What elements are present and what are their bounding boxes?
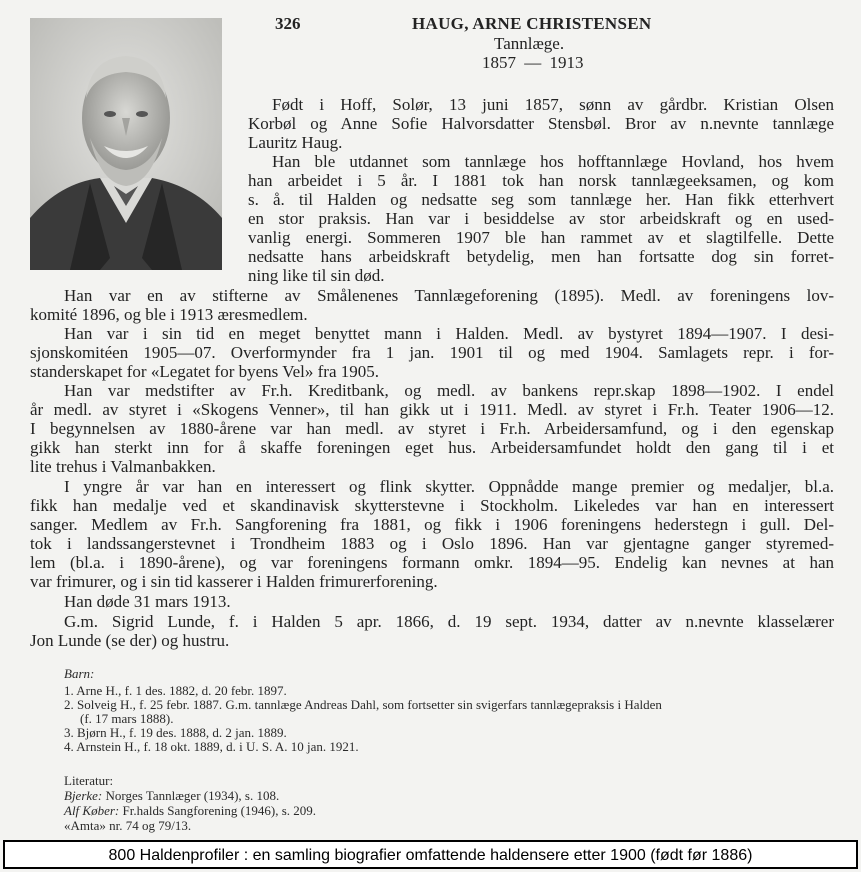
- text-line: Han ble utdannet som tannlæge hos hofftannlæge Hovland, hos hvem: [272, 152, 834, 171]
- text-line: var frimurer, og i sin tid kasserer i Halden frimurerforening.: [30, 572, 438, 591]
- portrait-photo: [30, 18, 222, 270]
- text-line: standerskapet for «Legatet for byens Vel» fra 1905.: [30, 362, 380, 381]
- text-line: Han var en av stifterne av Smålenenes Tannlægeforening (1895). Medl. av foreningens lov-: [64, 286, 834, 305]
- text-line: sanger. Medlem av Fr.h. Sangforening fra 1881, og fikk i 1906 foreningens hederstegn i gull. Del-: [30, 515, 834, 534]
- entry-occupation: Tannlæge.: [494, 34, 565, 53]
- literature-entry: [64, 818, 191, 833]
- text-line: Han døde 31 mars 1913.: [64, 592, 231, 611]
- text-line: en stor praksis. Han var i besiddelse av stor arbeidskraft og en used-: [248, 209, 834, 228]
- text-line: I yngre år var han en interessert og flink skytter. Oppnådde mange premier og medaljer, bl.a.: [64, 477, 834, 496]
- source-caption: 800 Haldenprofiler : en samling biografier omfattende haldensere etter 1900 (født før 1886): [3, 840, 858, 869]
- text-line: Han var medstifter av Fr.h. Kreditbank, og medl. av bankens repr.skap 1898—1902. I endel: [64, 381, 834, 400]
- text-line: s. å. til Halden og nedsatte seg som tannlæge her. Han fikk etterhvert: [248, 190, 834, 209]
- text-line: år medl. av styret i «Skogens Venner», til han gikk ut i 1911. Medl. av styret i Fr.h. Teater 1906—12.: [30, 400, 834, 419]
- text-line: tok i landssangerstevnet i Trondheim 1883 og i Oslo 1896. Han var gjentagne ganger styremed-: [30, 534, 834, 553]
- text-line: nedsatte hans arbeidskraft betydelig, men han fortsatte dog sin forret-: [248, 247, 834, 266]
- child-entry: 1. Arne H., f. 1 des. 1882, d. 20 febr. 1897.: [64, 683, 287, 698]
- text-line: Født i Hoff, Solør, 13 juni 1857, sønn av gårdbr. Kristian Olsen: [272, 95, 834, 114]
- literature-title: Fr.halds Sangforening (1946), s. 209.: [122, 803, 317, 818]
- text-line: fikk han medalje ved et skandinavisk skytterstevne i Stockholm. Likeledes var han en interessert: [30, 496, 834, 515]
- literature-author: Bjerke:: [64, 788, 103, 803]
- text-line: han arbeidet i 5 år. I 1881 tok han norsk tannlægeeksamen, og kom: [248, 171, 834, 190]
- entry-name: HAUG, ARNE CHRISTENSEN: [412, 14, 652, 33]
- text-line: I begynnelsen av 1880-årene var han medl. av styret i Fr.h. Arbeidersamfund, og i den egenskap: [30, 419, 834, 438]
- child-entry: (f. 17 mars 1888).: [80, 711, 174, 726]
- child-entry: 4. Arnstein H., f. 18 okt. 1889, d. i U. S. A. 10 jan. 1921.: [64, 739, 359, 754]
- literature-author: Alf Køber:: [64, 803, 120, 818]
- text-line: lem (bl.a. i 1890-årene), og var foreningens formann omkr. 1894—95. Endelig kan nevnes at han: [30, 553, 834, 572]
- entry-years: 1857 — 1913: [482, 53, 584, 72]
- text-line: vanlig energi. Sommeren 1907 ble han rammet av et slagtilfelle. Dette: [248, 228, 834, 247]
- text-line: sjonskomitéen 1905—07. Overformynder fra 1 jan. 1901 til og med 1904. Samlagets repr. i for-: [30, 343, 834, 362]
- text-line: G.m. Sigrid Lunde, f. i Halden 5 apr. 1866, d. 19 sept. 1934, datter av n.nevnte klasselærer: [64, 612, 834, 631]
- text-line: gikk han sterkt inn for å skaffe foreningen eget hus. Arbeidersamfundet holdt den gang til i et: [30, 438, 834, 457]
- literature-title: Norges Tannlæger (1934), s. 108.: [105, 788, 280, 803]
- text-line: Lauritz Haug.: [248, 133, 343, 152]
- children-heading: Barn:: [64, 666, 95, 681]
- text-line: Han var i sin tid en meget benyttet mann i Halden. Medl. av bystyret 1894—1907. I desi-: [64, 324, 834, 343]
- literature-heading: Literatur:: [64, 773, 114, 788]
- literature-entry: [64, 788, 279, 803]
- literature-title: «Amta» nr. 74 og 79/13.: [64, 818, 192, 833]
- child-entry: 3. Bjørn H., f. 19 des. 1888, d. 2 jan. 1889.: [64, 725, 287, 740]
- text-line: ning like til sin død.: [248, 266, 385, 285]
- text-line: komité 1896, og ble i 1913 æresmedlem.: [30, 305, 308, 324]
- page-number: 326: [275, 14, 301, 33]
- text-line: lite trehus i Valmanbakken.: [30, 457, 216, 476]
- text-line: Korbøl og Anne Sofie Halvorsdatter Stensbøl. Bror av n.nevnte tannlæge: [248, 114, 834, 133]
- literature-entry: [64, 803, 316, 818]
- text-line: Jon Lunde (se der) og hustru.: [30, 631, 230, 650]
- child-entry: 2. Solveig H., f. 25 febr. 1887. G.m. tannlæge Andreas Dahl, som fortsetter sin svigerfars tannlægepraksis i Halden: [64, 697, 662, 712]
